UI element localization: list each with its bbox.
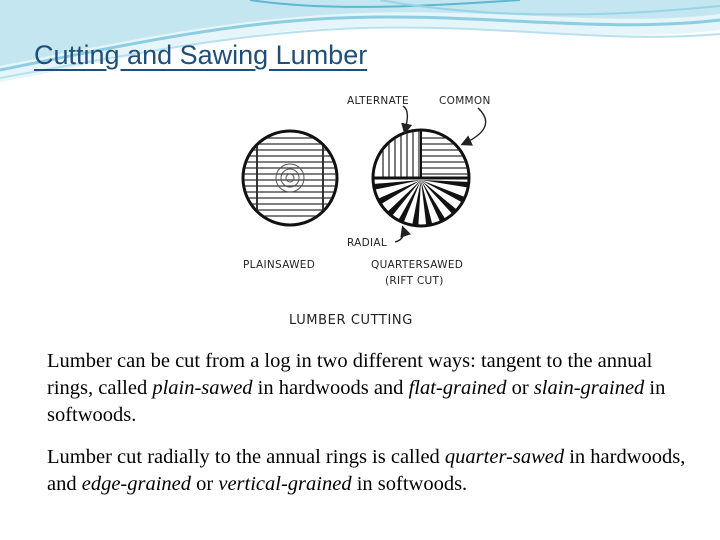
term-flat-grained: flat-grained [408, 377, 507, 399]
label-alternate: ALTERNATE [347, 95, 409, 107]
label-radial: RADIAL [347, 237, 388, 249]
paragraph-1-text-d: in softwoods. [47, 377, 666, 426]
term-quarter-sawed: quarter-sawed [444, 446, 565, 468]
paragraph-quarter-sawed [47, 444, 697, 498]
paragraph-1-text-a: Lumber can be cut from a log in two different ways: tangent to the annual rings, called [47, 350, 653, 399]
paragraph-2-text-c: or [191, 473, 219, 495]
term-edge-grained: edge-grained [81, 473, 192, 495]
label-plainsawed: PLAINSAWED [243, 259, 316, 271]
paragraph-2-text-a: Lumber cut radially to the annual rings is called [47, 446, 445, 468]
paragraph-plain-sawed [47, 348, 697, 429]
lumber-cutting-figure [235, 88, 497, 336]
plainsawed-log-icon [235, 128, 345, 228]
lumber-cutting-diagram [235, 88, 497, 336]
slide-title: Cutting and Sawing Lumber [34, 40, 368, 70]
label-quartersawed: QUARTERSAWED [371, 259, 464, 271]
paragraph-1-text-b: in hardwoods and [252, 377, 409, 399]
term-vertical-grained: vertical-grained [218, 473, 352, 495]
paragraph-2-text-d: in softwoods. [351, 473, 468, 495]
paragraph-2-text-b: in hardwoods, and [47, 446, 686, 495]
term-plain-sawed: plain-sawed [152, 377, 253, 399]
arrow-radial [395, 228, 404, 242]
quartersawed-log-icon [373, 128, 475, 232]
figure-caption: LUMBER CUTTING [289, 313, 413, 328]
arrow-alternate [403, 106, 407, 132]
slide-body [47, 348, 697, 513]
arrow-common [463, 108, 486, 144]
label-common: COMMON [439, 95, 491, 107]
term-slain-grained: slain-grained [533, 377, 645, 399]
paragraph-1-text-c: or [506, 377, 534, 399]
label-rift-cut: (RIFT CUT) [385, 275, 444, 287]
